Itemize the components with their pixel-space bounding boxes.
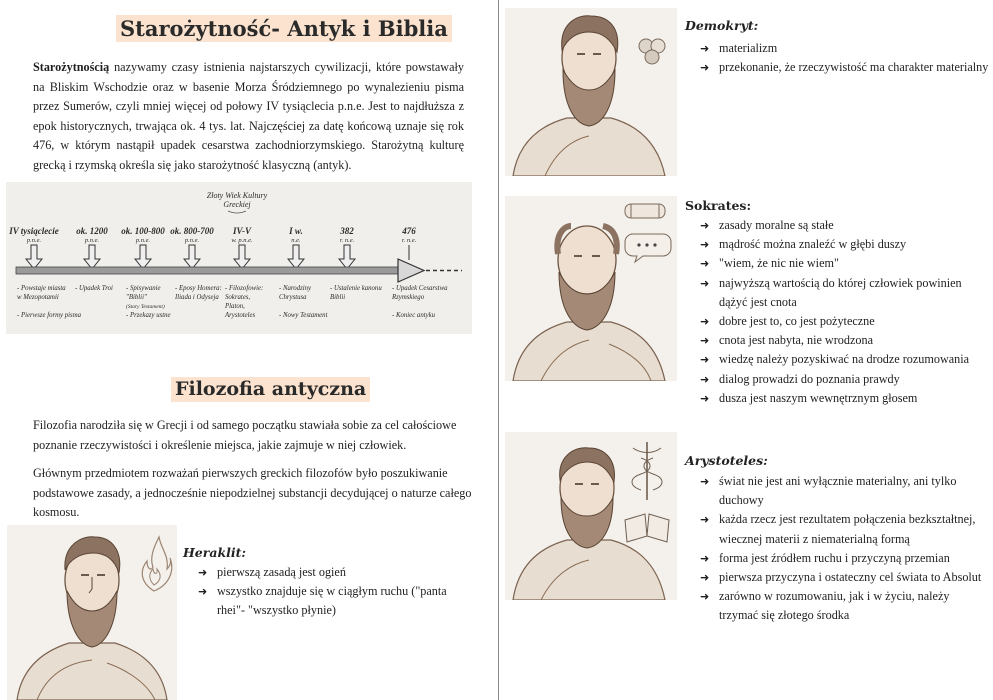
left-timeline-events-3-0: - Eposy Homera:	[175, 285, 222, 292]
timeline-arrow-1	[84, 245, 100, 269]
sokrates-name: Sokrates:	[685, 198, 752, 213]
timeline-arrow-5	[288, 245, 304, 269]
left-timeline-events-7-0: - Upadek Cesarstwa	[392, 285, 448, 292]
list-item: ➜ mądrość można znaleźć w głębi duszy	[700, 235, 990, 254]
left-timeline-events-4-0: - Filozofowie:	[225, 285, 264, 292]
left-timeline-dates-7-l2: r. n.e.	[401, 237, 417, 244]
caduceus-and-book-icon	[621, 438, 673, 548]
left-timeline-dates-6-l1: 382	[340, 226, 354, 236]
sokrates-portrait	[505, 196, 677, 381]
list-item: ➜ zasady moralne są stałe	[700, 216, 990, 235]
list-item: ➜ materializm	[700, 39, 990, 58]
arystoteles-name: Arystoteles:	[685, 453, 768, 468]
left-timeline-events-7-3: - Koniec antyku	[392, 312, 436, 319]
left-timeline-events-5-3: - Nowy Testament	[279, 312, 328, 319]
philosophy-paragraph-1: Filozofia narodziła się w Grecji i od samego początku stawiała sobie za cel całościowe poznanie rzeczywistości i określenie miejsca, jakie zajmuje w niej człowiek.	[33, 418, 457, 452]
heraklit-points	[198, 563, 448, 621]
timeline-arrow-3	[184, 245, 200, 269]
left-timeline-dates-0-l2: p.n.e.	[26, 237, 42, 244]
left-timeline-dates-3-l1: ok. 800-700	[170, 226, 214, 236]
left-timeline-events-1-0: - Upadek Troi	[75, 285, 113, 292]
sokrates-points	[700, 216, 990, 408]
page-divider	[498, 0, 499, 700]
list-item: ➜ wiedzę należy pozyskiwać na drodze rozumowania	[700, 350, 990, 369]
list-item: ➜ świat nie jest ani wyłącznie materialny, ani tylko duchowy	[700, 472, 990, 510]
list-item: ➜ dobre jest to, co jest pożyteczne	[700, 312, 990, 331]
left-timeline-dates-4-l1: IV-V	[232, 226, 252, 236]
list-item: ➜ najwyższą wartością do której człowiek powinien dążyć jest cnota	[700, 274, 990, 312]
demokryt-points	[700, 39, 990, 77]
left-timeline-dates-2-l1: ok. 100-800	[121, 226, 165, 236]
demokryt-portrait	[505, 8, 677, 176]
list-item: ➜ dusza jest naszym wewnętrznym głosem	[700, 389, 990, 408]
left-timeline-dates-7-l1: 476	[402, 226, 416, 236]
timeline-header-line1: Złoty Wiek Kultury	[206, 191, 268, 200]
left-timeline-events-6-0: - Ustalenie kanonu	[330, 285, 382, 292]
arystoteles-portrait	[505, 432, 677, 600]
left-timeline-events-0-3: - Pierwsze formy pisma	[17, 312, 81, 319]
left-timeline-dates-5-l1: I w.	[289, 226, 303, 236]
list-item: ➜ dialog prowadzi do poznania prawdy	[700, 370, 990, 389]
left-timeline-dates-1-l2: p.n.e.	[84, 237, 100, 244]
intro-term: Starożytnością	[33, 60, 110, 74]
left-timeline-dates-4-l2: w. p.n.e.	[231, 237, 253, 244]
list-item: ➜ każda rzecz jest rezultatem połączenia bezkształtnej, wiecznej materii z niematerialną formą	[700, 510, 990, 548]
left-timeline-events-4-1: Sokrates,	[225, 294, 251, 301]
list-item: ➜ zarówno w rozumowaniu, jak i w życiu, należy trzymać się złotego środka	[700, 587, 990, 625]
list-item: ➜ pierwszą zasadą jest ogień	[198, 563, 448, 582]
intro-paragraph	[33, 58, 464, 175]
left-timeline-events-4-3: Arystoteles	[225, 312, 256, 319]
left-timeline-dates-2-l2: p.n.e.	[135, 237, 151, 244]
left-timeline-dates-1-l1: ok. 1200	[76, 226, 108, 236]
timeline-arrowhead	[398, 259, 424, 282]
timeline-header-line2: Greckiej	[223, 200, 251, 209]
list-item: ➜ wszystko znajduje się w ciągłym ruchu ("panta rhei"- "wszystko płynie)	[198, 582, 448, 620]
left-timeline-events-7-1: Rzymskiego	[392, 294, 425, 301]
timeline-arrow-2	[135, 245, 151, 269]
heraklit-portrait	[7, 525, 177, 700]
left-timeline-dates-3-l2: p.n.e.	[184, 237, 200, 244]
page-title: Starożytność- Antyk i Biblia	[116, 15, 452, 42]
timeline-arrow-0	[26, 245, 42, 269]
left-timeline-events-0-1: w Mezopotamii	[17, 294, 59, 301]
timeline-arrow-6	[339, 245, 355, 269]
list-item: ➜ pierwsza przyczyna i ostateczny cel świata to Absolut	[700, 568, 990, 587]
list-item: ➜ cnota jest nabyta, nie wrodzona	[700, 331, 990, 350]
flame-icon	[135, 531, 173, 593]
left-timeline-events-2-1: "Biblii"	[126, 294, 147, 301]
philosophy-paragraph-2: Głównym przedmiotem rozważań pierwszych greckich filozofów było poszukiwanie podstawowe zasady, a jednocześnie niepodzielnej substancji decydującej o naturze całego kosmosu.	[33, 466, 472, 519]
list-item: ➜ forma jest źródłem ruchu i przyczyną przemian	[700, 549, 990, 568]
heraklit-name: Heraklit:	[183, 545, 246, 560]
list-item: ➜ "wiem, że nic nie wiem"	[700, 254, 990, 273]
timeline-image	[6, 182, 472, 334]
left-timeline-events-0-0: - Powstaje miasta	[17, 285, 66, 292]
left-timeline-dates-5-l2: n.e.	[291, 237, 301, 244]
section-title-philosophy: Filozofia antyczna	[171, 377, 370, 402]
left-timeline-events-6-1: Biblii	[330, 294, 346, 301]
scroll-and-speech-icon	[617, 200, 673, 270]
timeline-arrow-4	[234, 245, 250, 269]
left-timeline-events-5-0: - Narodziny	[279, 285, 312, 292]
left-timeline-events-4-2: Platon,	[225, 303, 245, 310]
atoms-icon	[635, 36, 669, 66]
left-timeline-events-2-2: (Stary Testament)	[126, 304, 165, 310]
intro-text: nazywamy czasy istnienia najstarszych cywilizacji, które powstawały na Bliskim Wschodzie oraz w basenie Morza Śródziemnego po wynalezieniu pisma przez Sumerów, czyli mniej więcej od połowy IV tysiąclecia p.n.e. Jest to najdłuższa z epok historycznych, trwająca ok. 4 tys. lat. Najczęściej za datę końcową uznaje się rok 476, w którym nastąpił upadek cesarstwa zachodniorzymskiego. Starożytną kulturę grecką i rzymską określa się jako starożytność klasyczną (antyk).	[33, 60, 464, 172]
left-timeline-dates-6-l2: r. n.e.	[339, 237, 355, 244]
arystoteles-points	[700, 472, 990, 626]
left-timeline-events-5-1: Chrystusa	[279, 294, 307, 301]
list-item: ➜ przekonanie, że rzeczywistość ma charakter materialny	[700, 58, 990, 77]
demokryt-name: Demokryt:	[685, 18, 759, 33]
left-timeline-events-2-3: - Przekazy ustne	[126, 312, 171, 319]
left-timeline-events-2-0: - Spisywanie	[126, 285, 161, 292]
left-timeline-dates-0-l1: IV tysiąclecie	[9, 226, 59, 236]
left-timeline-events-3-1: Iliada i Odyseja	[175, 294, 219, 301]
